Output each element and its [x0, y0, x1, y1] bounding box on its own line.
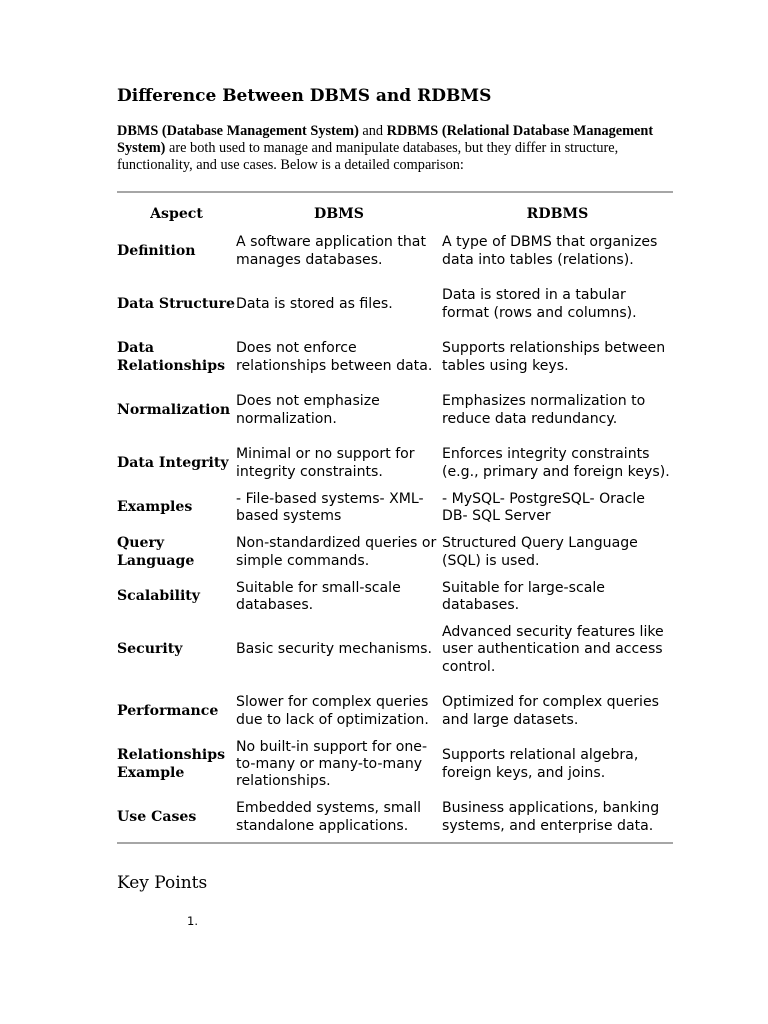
aspect-cell: Scalability [117, 588, 200, 605]
table-row [117, 615, 673, 685]
table-row [117, 225, 673, 278]
dbms-cell: Does not emphasize normalization. [236, 393, 380, 427]
intro-rest: are both used to manage and manipulate databases, but they differ in structure, functionality, and use cases. Below is a detailed comparison: [117, 140, 619, 173]
rdbms-term: RDBMS (Relational Database Management System) [117, 123, 654, 156]
rdbms-cell: Supports relational algebra, foreign keys, and joins. [442, 747, 639, 781]
key-points-list [187, 914, 198, 928]
aspect-cell: Query Language [117, 535, 195, 569]
dbms-cell: A software application that manages databases. [236, 234, 426, 268]
table-row [117, 278, 673, 331]
aspect-cell: Data Structure [117, 295, 235, 312]
aspect-cell: Relationships Example [117, 747, 226, 781]
page-title: Difference Between DBMS and RDBMS [117, 86, 492, 106]
key-points-heading: Key Points [117, 873, 208, 893]
table-row [117, 579, 673, 615]
intro-paragraph [117, 123, 673, 174]
dbms-cell: Slower for complex queries due to lack of optimization. [236, 694, 429, 728]
rdbms-cell: Optimized for complex queries and large datasets. [442, 694, 659, 728]
dbms-cell: Non-standardized queries or simple commands. [236, 535, 437, 569]
dbms-cell: Does not enforce relationships between data. [236, 340, 433, 374]
and-word: and [358, 123, 387, 139]
table-row [117, 685, 673, 738]
aspect-cell: Definition [117, 242, 196, 259]
rdbms-cell: Data is stored in a tabular format (rows and columns). [442, 287, 637, 321]
table-row [117, 526, 673, 579]
aspect-cell: Performance [117, 702, 219, 719]
aspect-cell: Examples [117, 499, 193, 516]
table-row [117, 331, 673, 384]
aspect-cell: Data Relationships [117, 340, 226, 374]
table-top-rule [117, 191, 673, 193]
dbms-term: DBMS (Database Management System) [117, 123, 359, 139]
dbms-cell: Minimal or no support for integrity constraints. [236, 446, 415, 480]
dbms-cell: Data is stored as files. [236, 295, 393, 312]
table-row [117, 490, 673, 526]
dbms-cell: Basic security mechanisms. [236, 641, 433, 658]
aspect-cell: Data Integrity [117, 454, 229, 471]
table-header-row [117, 204, 673, 225]
list-item: 1. [187, 914, 198, 928]
header-dbms: DBMS [314, 205, 364, 222]
dbms-cell: Suitable for small-scale databases. [236, 579, 401, 613]
header-rdbms: RDBMS [526, 205, 589, 222]
rdbms-cell: A type of DBMS that organizes data into tables (relations). [442, 234, 658, 268]
dbms-cell: - File-based systems- XML-based systems [236, 490, 424, 524]
table-row [117, 384, 673, 437]
aspect-cell: Use Cases [117, 808, 197, 825]
aspect-cell: Security [117, 641, 183, 658]
comparison-table [117, 204, 673, 844]
rdbms-cell: Enforces integrity constraints (e.g., primary and foreign keys). [442, 446, 670, 480]
table-row [117, 738, 673, 791]
table-row [117, 791, 673, 844]
table-bottom-rule [117, 842, 673, 844]
dbms-cell: No built-in support for one-to-many or many-to-many relationships. [236, 738, 428, 790]
aspect-cell: Normalization [117, 401, 231, 418]
rdbms-cell: Suitable for large-scale databases. [442, 579, 605, 613]
rdbms-cell: Emphasizes normalization to reduce data redundancy. [442, 393, 646, 427]
rdbms-cell: Structured Query Language (SQL) is used. [442, 535, 638, 569]
rdbms-cell: Supports relationships between tables using keys. [442, 340, 666, 374]
table-row [117, 437, 673, 490]
rdbms-cell: Business applications, banking systems, and enterprise data. [442, 800, 660, 834]
rdbms-cell: - MySQL- PostgreSQL- Oracle DB- SQL Server [442, 490, 645, 524]
header-aspect: Aspect [150, 205, 203, 222]
dbms-cell: Embedded systems, small standalone applications. [236, 800, 422, 834]
rdbms-cell: Advanced security features like user authentication and access control. [442, 624, 664, 675]
